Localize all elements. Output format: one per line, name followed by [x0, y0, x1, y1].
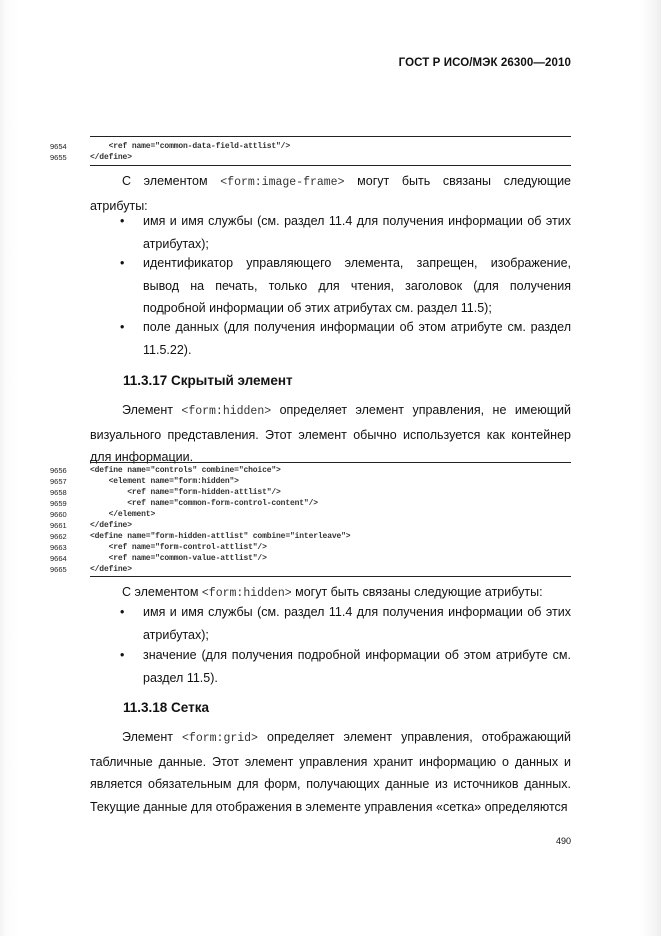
line-number: 9657	[50, 477, 67, 486]
page-number: 490	[555, 836, 571, 846]
line-number: 9655	[50, 153, 67, 162]
document-header: ГОСТ Р ИСО/МЭК 26300—2010	[398, 57, 571, 69]
code-text: <ref name="common-value-attlist"/>	[90, 554, 267, 563]
bullet-icon: •	[120, 214, 125, 228]
paragraph: Элемент <form:hidden> определяет элемент управления, не имеющий визуального представления. Этот элемент обычно используется как контейнер для информации.	[90, 403, 571, 464]
code-text: <ref name="form-hidden-attlist"/>	[90, 488, 281, 497]
list-item-text: имя и имя службы (см. раздел 11.4 для получения информации об этих атрибутах);	[143, 214, 571, 251]
code-line	[50, 141, 590, 152]
code-text: <ref name="form-control-attlist"/>	[90, 543, 267, 552]
code-text: </define>	[90, 153, 132, 162]
code-line	[50, 498, 590, 509]
list-item-text: значение (для получения подробной информации об этом атрибуте см. раздел 11.5).	[143, 648, 571, 685]
code-top-rule	[90, 136, 571, 137]
code-line	[50, 542, 590, 553]
line-number: 9664	[50, 554, 67, 563]
code-line	[50, 553, 590, 564]
code-text: <ref name="common-form-control-content"/>	[90, 499, 318, 508]
list-item-text: имя и имя службы (см. раздел 11.4 для получения информации об этих атрибутах);	[143, 605, 571, 642]
code-line	[50, 476, 590, 487]
line-number: 9658	[50, 488, 67, 497]
code-line	[50, 520, 590, 531]
paragraph: С элементом <form:image-frame> могут быть связаны следующие атрибуты:	[90, 174, 571, 213]
code-line	[50, 465, 590, 476]
bullet-icon: •	[120, 605, 125, 619]
line-number: 9662	[50, 532, 67, 541]
line-number: 9656	[50, 466, 67, 475]
section-heading: 11.3.17 Скрытый элемент	[123, 373, 293, 388]
line-number: 9661	[50, 521, 67, 530]
code-block-2	[50, 465, 590, 575]
inline-code: <form:grid>	[182, 732, 258, 745]
code-line	[50, 152, 590, 163]
section-heading: 11.3.18 Сетка	[123, 700, 210, 715]
code-text: <define name="form-hidden-attlist" combine="interleave">	[90, 532, 351, 541]
code-text: <ref name="common-data-field-attlist"/>	[90, 142, 290, 151]
code-text: </element>	[90, 510, 156, 519]
line-number: 9665	[50, 565, 67, 574]
list-item-text: идентификатор управляющего элемента, запрещен, изображение, вывод на печать, только для чтения, заголовок (для получения подробной информации об этих атрибутах см. раздел 11.5);	[143, 256, 571, 315]
paragraph: Элемент <form:grid> определяет элемент управления, отображающий табличные данные. Этот элемент управления хранит информацию о данных и является обязательным для форм, получающих данные из источников данных. Текущие данные для отображения в элементе управления «сетка» определяются	[90, 730, 571, 814]
code-line	[50, 509, 590, 520]
list-item-text: поле данных (для получения информации об этом атрибуте см. раздел 11.5.22).	[143, 320, 571, 357]
inline-code: <form:image-frame>	[220, 176, 345, 189]
line-number: 9663	[50, 543, 67, 552]
code-bottom-rule	[90, 165, 571, 166]
bullet-icon: •	[120, 320, 125, 334]
code-block-1	[50, 141, 590, 163]
code-text: <define name="controls" combine="choice">	[90, 466, 281, 475]
code-bottom-rule	[90, 576, 571, 577]
code-text: <element name="form:hidden">	[90, 477, 239, 486]
inline-code: <form:hidden>	[201, 587, 292, 600]
code-top-rule	[90, 462, 571, 463]
bullet-icon: •	[120, 648, 125, 662]
inline-code: <form:hidden>	[181, 405, 272, 418]
paragraph: С элементом <form:hidden> могут быть связаны следующие атрибуты:	[122, 585, 543, 600]
code-line	[50, 564, 590, 575]
code-line	[50, 531, 590, 542]
code-text: </define>	[90, 565, 132, 574]
line-number: 9659	[50, 499, 67, 508]
line-number: 9660	[50, 510, 67, 519]
code-text: </define>	[90, 521, 132, 530]
bullet-icon: •	[120, 256, 125, 270]
code-line	[50, 487, 590, 498]
line-number: 9654	[50, 142, 67, 151]
